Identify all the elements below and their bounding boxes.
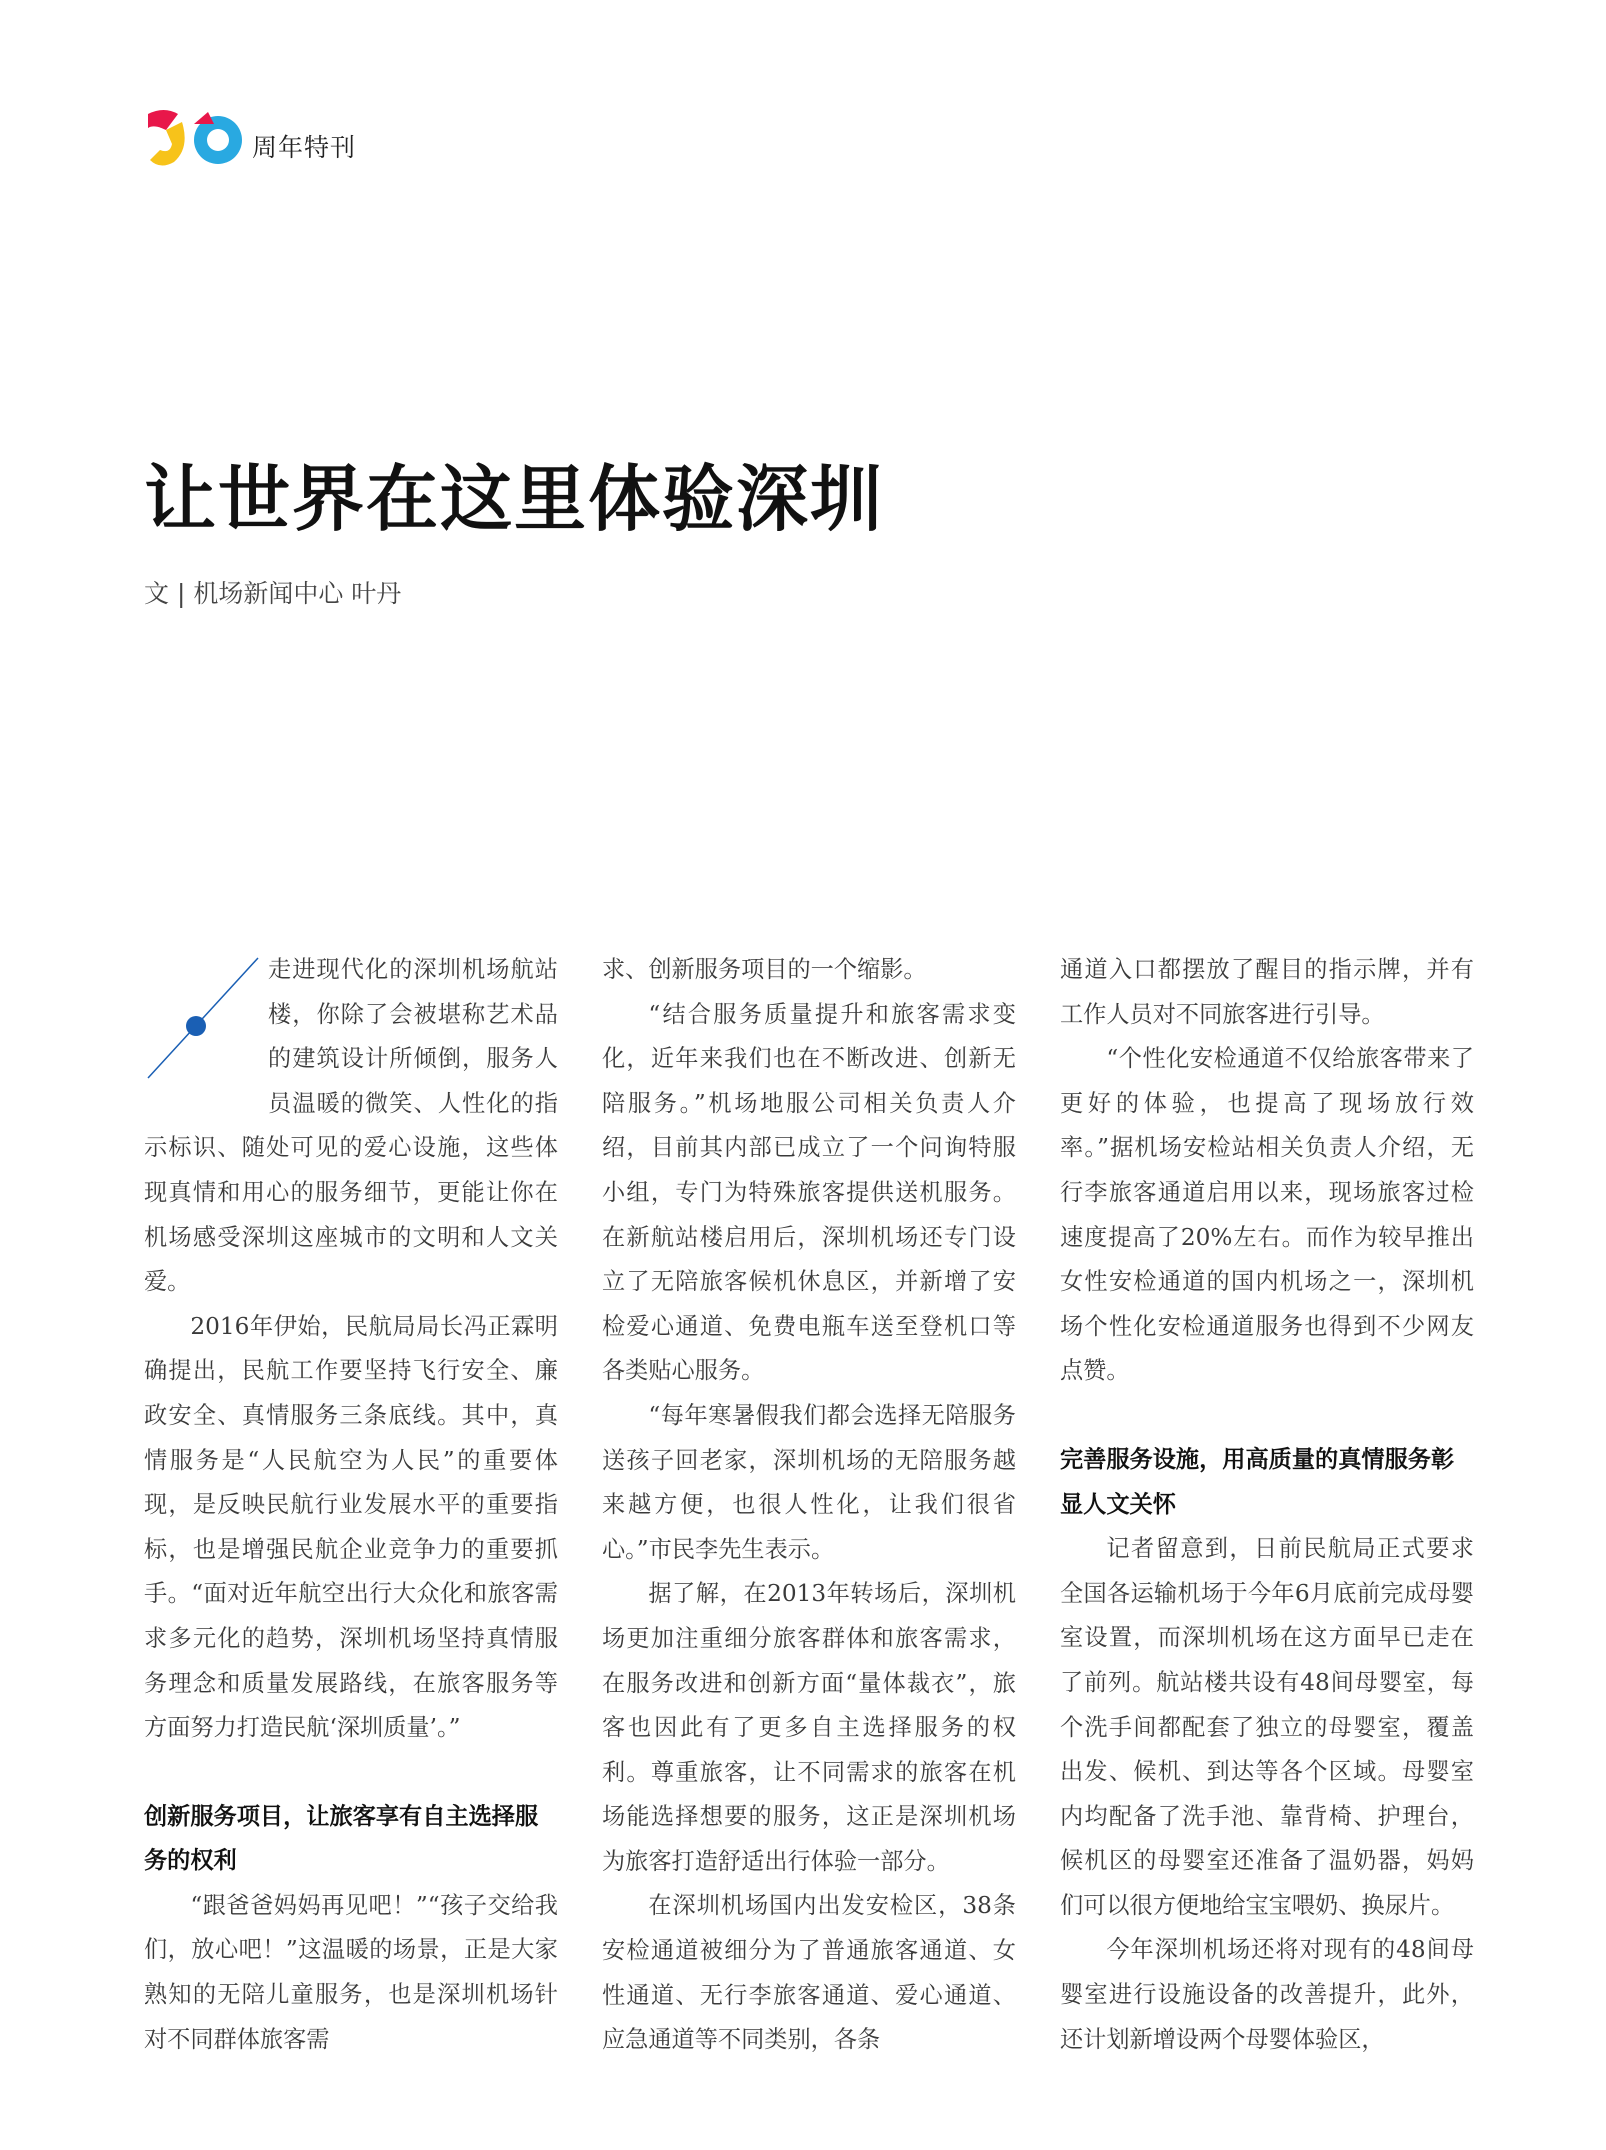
paragraph: 今年深圳机场还将对现有的48间母婴室进行设施设备的改善提升，此外，还计划新增设两个母婴体验区，: [1060, 1936, 1474, 2053]
paragraph: 记者留意到，日前民航局正式要求全国各运输机场于今年6月底前完成母婴室设置，而深圳机场在这方面早已走在了前列。航站楼共设有48间母婴室，每个洗手间都配套了独立的母婴室，覆盖出发、候机、到达等各个区域。母婴室内均配备了洗手池、靠背椅、护理台，候机区的母婴室还准备了温奶器，妈妈们可以很方便地给宝宝喂奶、换尿片。: [1060, 1535, 1474, 1919]
paragraph: 走进现代化的深圳机场航站楼，你除了会被堪称艺术品的建筑设计所倾倒，服务人员温暖的微笑、人性化的指示标识、随处可见的爱心设施，这些体现真情和用心的服务细节，更能让你在机场感受深圳这座城市的文明和人文关爱。: [144, 956, 558, 1296]
paragraph: 在深圳机场国内出发安检区，38条安检通道被细分为了普通旅客通道、女性通道、无行李旅客通道、爱心通道、应急通道等不同类别，各条: [602, 1892, 1016, 2054]
paragraph: “结合服务质量提升和旅客需求变化，近年来我们也在不断改进、创新无陪服务。”机场地服公司相关负责人介绍，目前其内部已成立了一个问询特服小组，专门为特殊旅客提供送机服务。在新航站楼启用后，深圳机场还专门设立了无陪旅客候机休息区，并新增了安检爱心通道、免费电瓶车送至登机口等各类贴心服务。: [602, 1000, 1016, 1385]
paragraph: “个性化安检通道不仅给旅客带来了更好的体验，也提高了现场放行效率。”据机场安检站相关负责人介绍，无行李旅客通道启用以来，现场旅客过检速度提高了20%左右。而作为较早推出女性安检通道的国内机场之一，深圳机场个性化安检通道服务也得到不少网友点赞。: [1060, 1045, 1474, 1385]
paragraph: “每年寒暑假我们都会选择无陪服务送孩子回老家，深圳机场的无陪服务越来越方便，也很人性化，让我们很省心。”市民李先生表示。: [602, 1401, 1016, 1563]
anniversary-logo-icon: [144, 104, 244, 172]
article-column-1: [144, 948, 558, 2062]
article-column-2: [602, 948, 1016, 2063]
issue-label: 周年特刊: [252, 133, 357, 162]
article-title: 让世界在这里体验深圳: [144, 457, 885, 541]
paragraph: “跟爸爸妈妈再见吧！”“孩子交给我们，放心吧！”这温暖的场景，正是大家熟知的无陪儿童服务，也是深圳机场针对不同群体旅客需: [144, 1891, 558, 2053]
decorative-line-dot-icon: [144, 948, 264, 1082]
paragraph: 通道入口都摆放了醒目的指示牌，并有工作人员对不同旅客进行引导。: [1060, 956, 1474, 1028]
article-column-3: [1060, 948, 1474, 2062]
section-heading: 完善服务设施，用高质量的真情服务彰显人文关怀: [1060, 1445, 1455, 1518]
paragraph: 2016年伊始，民航局局长冯正霖明确提出，民航工作要坚持飞行安全、廉政安全、真情服务三条底线。其中，真情服务是“人民航空为人民”的重要体现，是反映民航行业发展水平的重要指标，也是增强民航企业竞争力的重要抓手。“面对近年航空出行大众化和旅客需求多元化的趋势，深圳机场坚持真情服务理念和质量发展路线，在旅客服务等方面努力打造民航‘深圳质量’。”: [144, 1312, 558, 1742]
article-byline: 文 | 机场新闻中心 叶丹: [144, 579, 402, 608]
paragraph: 据了解，在2013年转场后，深圳机场更加注重细分旅客群体和旅客需求，在服务改进和创新方面“量体裁衣”，旅客也因此有了更多自主选择服务的权利。尊重旅客，让不同需求的旅客在机场能选择想要的服务，这正是深圳机场为旅客打造舒适出行体验一部分。: [602, 1580, 1016, 1875]
paragraph: 求、创新服务项目的一个缩影。: [602, 956, 927, 983]
section-heading: 创新服务项目，让旅客享有自主选择服务的权利: [144, 1802, 539, 1875]
